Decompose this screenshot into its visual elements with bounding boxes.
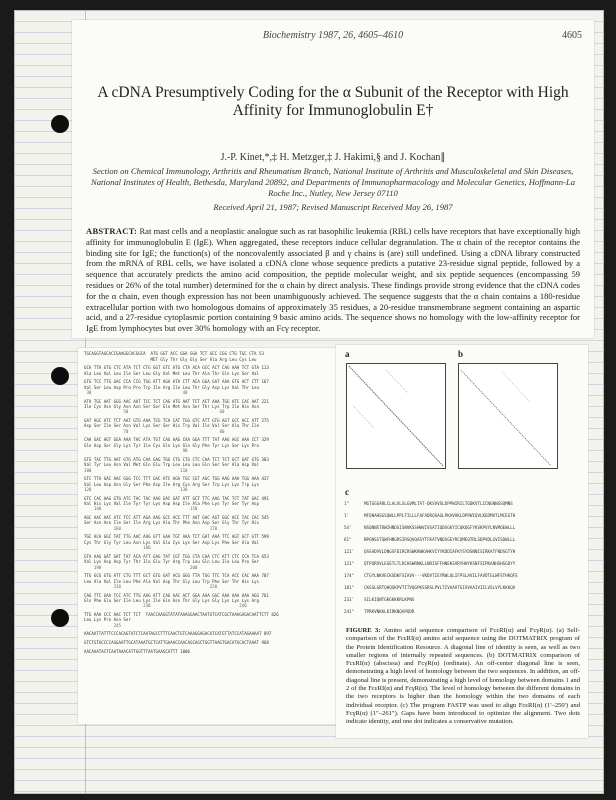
alignment-line (344, 597, 584, 602)
nucleotide-row: TTG AAA CCC AAC TCT TCT TAACCAAGGTATATAAAGGAACTAATGTCATCGCTAAAGAGACAATTCTT 826 (84, 612, 279, 618)
alignment-position: 174" (344, 573, 355, 578)
alignment-line (344, 573, 584, 578)
alignment-position: 61" (344, 537, 352, 542)
punch-hole-top (51, 115, 69, 133)
alignment-line (344, 501, 584, 506)
amino-acid-row: Cys Thr Gly Tyr Leu Asn Lys Val Glu Cys Lys Ser Asp Lys Phe Ser Ala Val (84, 539, 259, 545)
amino-acid-row: Val Ser Leu Asp Pro Pro Trp Ile Arg Ile Leu Thr Gly Asp Lys Val Thr Leu (84, 384, 259, 390)
nucleotide-row: AGC AAC AAC ATC TCC ATT AGA AAG GCC ACC TTT AAT GAC AGT GGC ACC TAC CAC 545 (84, 515, 269, 521)
abstract-label: ABSTRACT: (86, 226, 138, 236)
alignment-position: 54' (344, 525, 352, 530)
nucleotide-row: AACAATTATTTCCCACAGTATCTCAATAGCCTTTCAACTGTCAAAGGAGACATCATGTTATCCATAGAAAAT 897 (84, 631, 272, 637)
alignment-position: 121" (344, 561, 355, 566)
nucleotide-row: ATA TGC AAT GGG AAC AAT TCC TCT CAG ATG AAT TCT ACT AAA TGG ATC CAC AAT 221 (84, 398, 269, 404)
alignment-sequence: MFQNAHSGSQWLLPPLTILLLFAFADRQSAGLPKAVVKLDPPWIQVLKEDMVTLMCEGTH (364, 513, 516, 518)
punch-hole-middle (51, 367, 69, 385)
residue-number-row: 190 200 (84, 564, 198, 570)
nucleotide-row: GCA TTA GTG CTC ATA TCT CTG GGT GTC ATG CTA ACA GCC ACT CAG AAA TCT GTA 113 (84, 365, 269, 371)
amino-acid-row: Leu Lys Pro Asn Ser (84, 617, 131, 623)
alignment-sequence: SILKIQNTGKGKKKRLKPNS (364, 597, 415, 602)
abstract (86, 226, 580, 334)
amino-acid-row: Val Lys Asp Asp Tyr Thr Ile Glu Tyr Arg Trp Leu Gln Leu Ile Leu Pro Ser (84, 559, 259, 565)
alignment-sequence: CTGYLNKVECKSDKFSIAVV---VKDVTIEYRWLQLIFPSLAVILFAVDTGLWFSTHKQFE (364, 573, 518, 578)
residue-number-row: 160 170 (84, 525, 218, 531)
amino-acid-row: Val Tyr Leu Asn Val Met Gln Glu Trp Leu Leu Leu Gln Ser Ser Ala Asp Val (84, 462, 259, 468)
punch-hole-bottom (51, 609, 69, 627)
alignment-position: 241" (344, 609, 355, 614)
nucleotide-row: TTG GCG GTG ATT CTG TTT GCT GTG GAT ACG GGG TTA TGG TTC TCA ACC CAC AAA 707 (84, 573, 269, 579)
residue-number-row: 180 (84, 545, 151, 551)
nucleotide-row: CAG TTC GAA TCC ATC TTG AAG ATT CAG AAC ACT GGA AAA GGC AAA AAA AAA AGG 761 (84, 592, 269, 598)
caption-label: FIGURE 3: (346, 627, 381, 634)
alignment-sequence: QTPQRVVLEGETLTLRCHSWRNKLLNRISFFHNEKSVRYHHYKSNFSIPKANHSHSGDYY (364, 561, 516, 566)
repeat-segment (353, 406, 375, 429)
alignment-position: 231' (344, 597, 355, 602)
alignment-line (344, 549, 584, 554)
alignment-position: 1" (344, 501, 350, 506)
caption-text: Amino acid sequence comparison of FcεRI(α) and FcγR(α). (a) Self-comparison of the FcεRI(α) amino acid sequence using the DOTMATRIX program of the Protein Identification Resource. A diagonal line of identity is seen, as well as two smaller regions of internally repeated sequences. (b) DOTMATRIX comparison of FcεRI(α) (abscissa) and FcγR(α) (ordinate). An off-center diagonal line is seen, demonstrating a high level of homology between the two sequences. In addition, an off-diagonal line is present, demonstrating a high level of homology between domains 1 and 2 of the FcεRI(α) and FcγR(α). The level of homology between the different domains in the two receptors is higher than the homology within the two domains of each individual receptor. (c) The program FASTP was used to align FcεRI(α) (1'–250') and FcγR(α) (1"–261"). Gaps have been introduced to optimize the alignment. Two dots indicate identity, and one dot indicates a conservative mutation. (346, 627, 580, 726)
panel-c-label: c (345, 487, 349, 497)
nucleotide-row: GTCTGTACCCCAGGAATTGCATAAATGCTCATTGAAACCAACAGCAGCTGGTTAAGTGACATGCACTAAAT 968 (84, 640, 269, 646)
nucleotide-row: GAT AGC ATC TCT AAT GTG AAA TCG TCA CAT TGG GTC ATT GTG AGT GCC ACC ATT 275 (84, 418, 269, 423)
sequence-rows (78, 351, 340, 654)
panel-b-label: b (458, 349, 464, 359)
figure-3-clipping (336, 345, 588, 738)
amino-acid-row: Leu Ala Val Ile Leu Phe Ala Val Asp Thr Gly Leu Trp Phe Ser Thr His Lys (84, 578, 259, 584)
amino-acid-row: Ala Leu Val Leu Ile Ser Leu Gly Val Met Leu Thr Ala Thr Gln Lys Ser Val (84, 370, 259, 376)
amino-acid-row: Gln Asp Ser Gly Lys Tyr Ile Cys Gln Lys Gln Gly Phe Tyr Lys Ser Lys Pro (84, 442, 259, 448)
author-affiliation: Section on Chemical Immunology, Arthritis and Rheumatism Branch, National Institute of Arthritis and Musculoskeletal and Skin Diseases, National Institutes of Health, Bethesda, Maryland 20892, and Departments of Immunopharmacology and Molecular Genetics, Hoffmann-La Roche Inc., Nutley, New Jersey 07110 (90, 166, 576, 198)
repeat-segment (386, 370, 408, 393)
homology-diagonal (461, 370, 551, 466)
nucleotide-row: GTG TCC TTG GAC CCA CCG TGG ATT AGA ATA CTT ACA GGA GAT AAA GTG ACT CTT 167 (84, 379, 269, 385)
alignment-sequence: TPRKVNKKLKIRKNQAPQDR (364, 609, 415, 614)
amino-acid-row: Val Leu Asp Asn Gly Ser Phe Asp Ile Arg Cys Arg Ser Trp Lys Lys Trp Lys (84, 481, 259, 487)
identity-diagonal (349, 366, 443, 466)
amino-acid-row: Val His Lys Val Ile Tyr Tyr Lys Asp Asp Ile Ala Phe Lys Tyr Ser Tyr Asp (84, 501, 259, 507)
nucleotide-row: TGC ACA GGC TAT TTG AAC AAG GTT GAA TGT AAA TCT GAT AAA TTC AGT GCT GTT 599 (84, 534, 269, 540)
alignment-line (344, 537, 584, 542)
figure-caption (346, 627, 580, 727)
nucleotide-row: TGCAGGTAGCACCGAAGGCACGGCA ATG GGT ACC GGA GGA TCT GCC CGG CTG TGC CTA 53 (84, 351, 264, 357)
alignment-line (344, 525, 584, 530)
residue-number-row: 210 220 (84, 584, 218, 590)
panel-a-label: a (345, 349, 350, 359)
article-title: A cDNA Presumptively Coding for the α Subunit of the Receptor with High Affinity for Immunoglobulin E† (97, 84, 569, 119)
residue-number-row: 70 80 (84, 428, 225, 434)
cdna-sequence-clipping (78, 348, 340, 724)
alignment-line (344, 585, 584, 590)
alignment-line (344, 609, 584, 614)
amino-acid-row: Ser Asn Asn Ile Ser Ile Arg Lys Ala Thr Phe Asn Asp Ser Gly Thr Tyr His (84, 520, 259, 526)
residue-number-row: 90 (84, 448, 188, 454)
residue-number-row: 100 110 (84, 467, 188, 473)
author-list: J.-P. Kinet,*,‡ H. Metzger,‡ J. Hakimi,§ and J. Kochan∥ (220, 152, 446, 163)
off-diagonal (502, 372, 529, 401)
amino-acid-row: MET Gly Thr Gly Gly Ser Ala Arg Leu Cys Leu (84, 356, 257, 362)
residue-number-row: 230 240 (84, 603, 247, 609)
residue-number-row: 140 150 (84, 506, 198, 512)
alignment-sequence: NSQNNSTRWIHNDSISNVKSSHWVIVSATIQDSGKYICQKQGFYKSKPVYLNVMQEWLLL (364, 525, 516, 530)
nucleotide-row: CAA GAC AGT GGA AAA TAC ATA TGT CAG AAG CAA GGA TTT TAT AAG AGC AAA CCT 329 (84, 437, 269, 443)
dotplot-a (346, 363, 446, 469)
residue-number-row: 245 (84, 622, 121, 628)
alignment-sequence: MGTGGSARLCLALVLSLGVMLTAT-QKSVVSLDPPWIRILTGDKVTLICNGNNSSQMNS (364, 501, 513, 506)
amino-acid-row: Ile Cys Asn Gly Asn Asn Ser Ser Gln Met Asn Ser Thr Lys Trp Ile His Asn (84, 404, 259, 409)
dotplot-b (458, 363, 558, 469)
residue-number-row: 50 60 (84, 409, 225, 415)
article-header-clipping (72, 20, 594, 338)
alignment-position: 181" (344, 585, 355, 590)
received-dates: Received April 21, 1987; Revised Manuscript Received May 26, 1987 (213, 202, 453, 212)
alignment-line (344, 513, 584, 518)
amino-acid-row: Asp Ser Ile Ser Asn Val Lys Ser Ser His Trp Val Ile Val Ser Ala Thr Ile (84, 423, 259, 429)
abstract-text: Rat mast cells and a neoplastic analogue such as rat basophilic leukemia (RBL) cells have receptors that have exceptionally high affinity for immunoglobulin E (IgE). When aggregated, these receptors induce cellular degranulation. The α chain of the receptor contains the binding site for IgE; the function(s) of the noncovalently associated β and γ chains is (are) still undefined. Using a cDNA library constructed from the mRNA of RBL cells, we have isolated a cDNA clone whose sequence predicts a putative 23-residue signal peptide, followed by a sequence that accurately predicts the amino acid composition, the peptide molecular weight, and six peptide sequences (encompassing 59 residues or 26% of the total number) determined for the α chain by direct analysis. These findings provide strong evidence that the cDNA codes for the α chain, even though expression has not been unambiguously achieved. The sequence suggests that the α chain contains a 180-residue extracellular portion with two homologous domains of approximately 35 residues, a 20-residue transmembrane segment containing an aspartic acid, and a 27-residue cytoplasmic portion containing 9 basic amino acids. The sequence shows no homology with the low-affinity receptor for IgE from lymphocytes but over 30% homology with an Fcγ receptor. (86, 226, 580, 334)
residue-number-row: 120 130 (84, 487, 188, 493)
alignment-line (344, 561, 584, 566)
alignment-sequence: QSSADVVLDNGSFDIRCRSWKKWKVHKVIYYKDDIAFKYSYDSNNISIRKATFNDSGTYH (364, 549, 516, 554)
nucleotide-row: GTC TTA GAC AAC GGG TCC TTT GAC ATC AGA TGC CGT AGC TGG AAG AAA TGG AAA 437 (84, 476, 269, 482)
alignment-sequence: CKGSLGRTQHQSKPVTITVQGPKSSRSLPVLTIVAAVTGIAVAAIVIILVSLVYLKKKQV (364, 585, 516, 590)
nucleotide-row: GTA AAG GAT GAT TAT ACA ATT GAG TAT CGT TGG CTA CAA CTC ATT CTC CCA TCA 653 (84, 553, 269, 559)
nucleotide-row: AACAAATACTCAATAAACATTGGTTTAATGAAGCATTT 1006 (84, 648, 190, 654)
alignment-position: 121' (344, 549, 355, 554)
journal-citation: Biochemistry 1987, 26, 4605–4610 (262, 30, 404, 41)
page-number: 4605 (562, 30, 582, 41)
amino-acid-row: Gln Phe Glu Ser Ile Leu Lys Ile Gln Asn Thr Gly Lys Gly Lys Lys Lys Arg (84, 598, 259, 604)
nucleotide-row: GTG TAC TTG AAT GTG ATG CAA GAG TGG CTG CTG CTC CAA TCT TCT GCT GAT GTG 383 (84, 456, 269, 462)
alignment-sequence: NPGNSSTQWFHNGRSIRSQVQASYTFKATVNDSGEYRCQMEQTRLSDPVDLGVISDWLLL (364, 537, 516, 542)
alignment-position: 1' (344, 513, 350, 518)
nucleotide-row: GTC CAC AAG GTG ATC TAC TAC AAG GAC GAT ATT GCT TTC AAG TAC TCT TAT GAC 491 (84, 495, 269, 501)
residue-number-row: 30 40 (84, 390, 188, 395)
